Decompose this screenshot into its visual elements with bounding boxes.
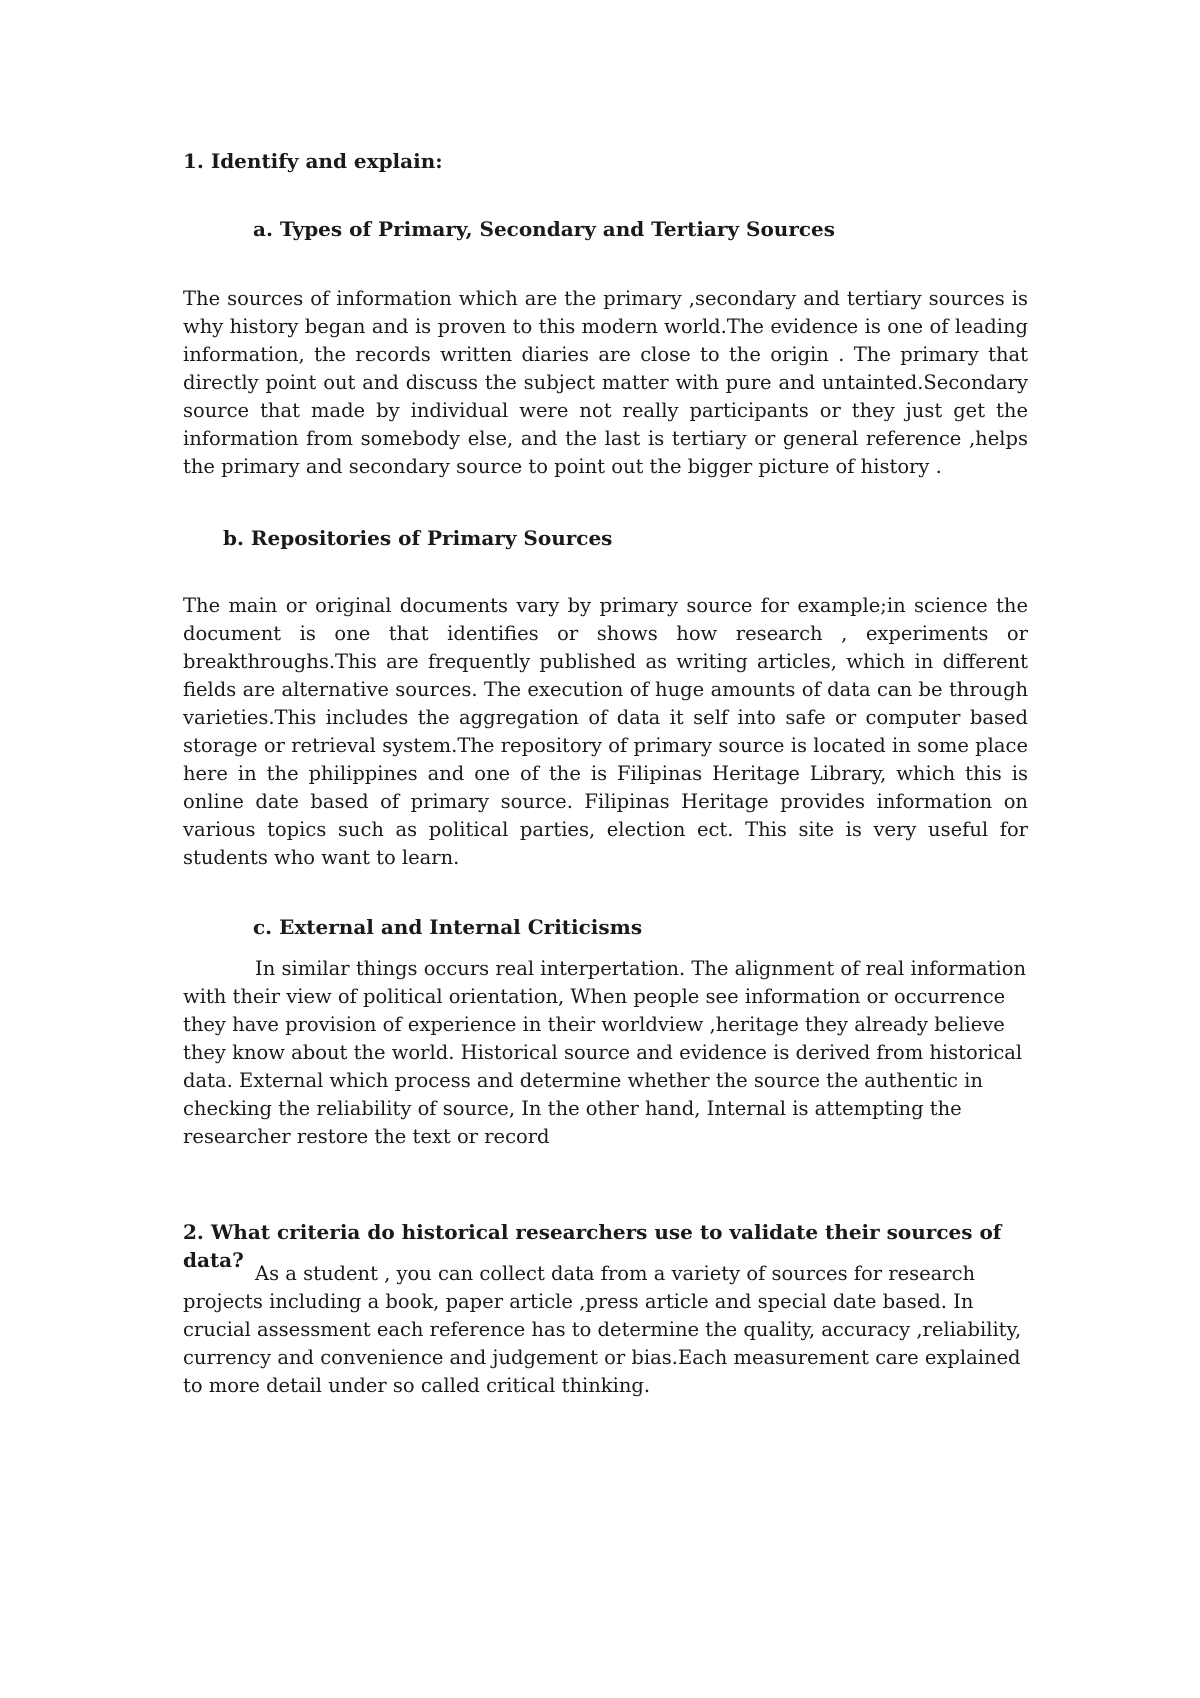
part-c-heading: c. External and Internal Criticisms (253, 915, 643, 939)
part-c-paragraph: In similar things occurs real interpertation. The alignment of real information with their view of political orientation, When people see information or occurrence they have provision of experience in their worldview ,heritage they already believe they know about the world. Historical source and evidence is derived from historical data. External which process and determine whether the source the authentic in checking the reliability of source, In the other hand, Internal is attempting the researcher restore the text or record (183, 957, 1027, 1148)
part-b-heading: b. Repositories of Primary Sources (223, 526, 613, 550)
part-a-paragraph: The sources of information which are the primary ,secondary and tertiary sources is why history began and is proven to this modern world.The evidence is one of leading information, the records written diaries are close to the origin . The primary that directly point out and discuss the subject matter with pure and untainted.Secondary source that made by individual were not really participants or they just get the information from somebody else, and the last is tertiary or general reference ,helps the primary and secondary source to point out the bigger picture of history . (183, 287, 1028, 478)
part-a-heading: a. Types of Primary, Secondary and Tertiary Sources (253, 217, 836, 241)
question-1-heading: 1. Identify and explain: (183, 149, 443, 173)
question-2-paragraph: As a student , you can collect data from a variety of sources for research projects including a book, paper article ,press article and special date based. In crucial assessment each reference has to determine the quality, accuracy ,reliability, currency and convenience and judgement or bias.Each measurement care explained to more detail under so called critical thinking. (183, 1262, 1022, 1397)
question-2-heading: 2. What criteria do historical researchers use to validate their sources of data? (183, 1220, 1002, 1272)
part-b-paragraph: The main or original documents vary by primary source for example;in science the document is one that identifies or shows how research , experiments or breakthroughs.This are frequently published as writing articles, which in different fields are alternative sources. The execution of huge amounts of data can be through varieties.This includes the aggregation of data it self into safe or computer based storage or retrieval system.The repository of primary source is located in some place here in the philippines and one of the is Filipinas Heritage Library, which this is online date based of primary source. Filipinas Heritage provides information on various topics such as political parties, election ect. This site is very useful for students who want to learn. (183, 594, 1028, 869)
